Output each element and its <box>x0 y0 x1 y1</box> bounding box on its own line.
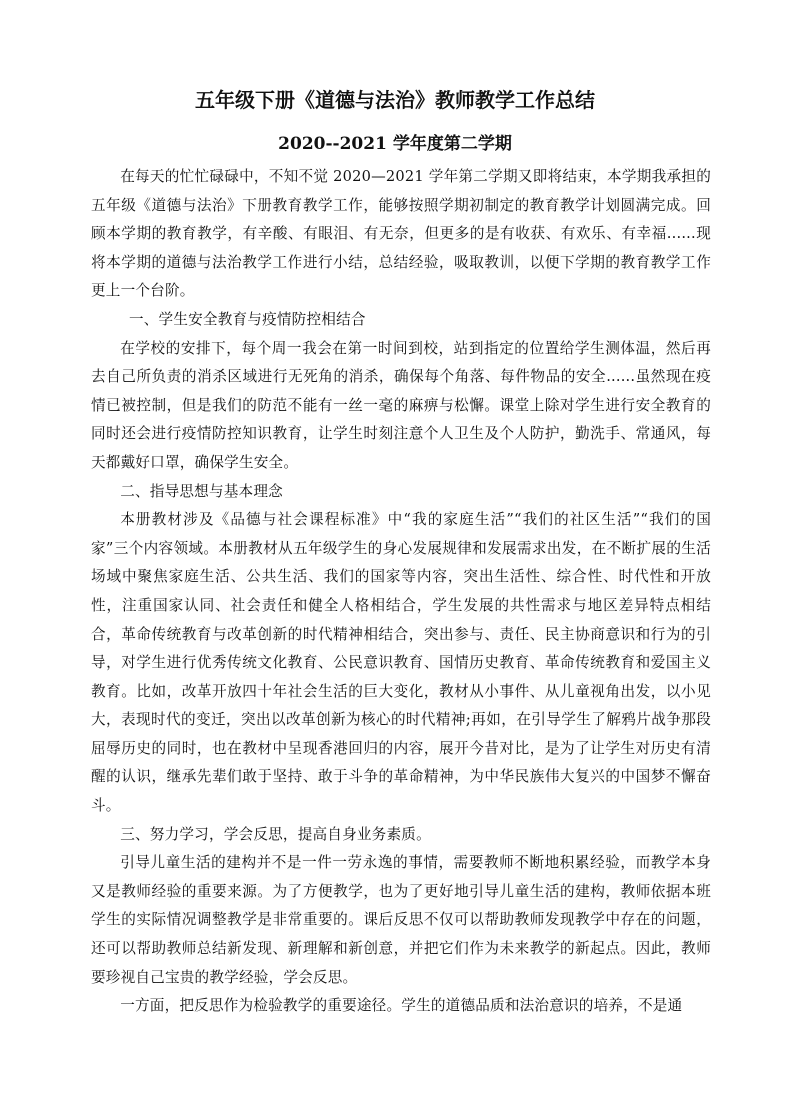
intro-paragraph: 在每天的忙忙碌碌中，不知不觉 2020—2021 学年第二学期又即将结束，本学期我承担的五年级《道德与法治》下册教育教学工作，能够按照学期初制定的教育教学计划圆满完成。回顾本学期的教育教学，有辛酸、有眼泪、有无奈，但更多的是有收获、有欢乐、有幸福......现将本学期的道德与法治教学工作进行小结，总结经验，吸取教训，以便下学期的教育教学工作更上一个台阶。 <box>91 168 711 300</box>
document-body <box>91 163 711 1021</box>
section-2-paragraph: 本册教材涉及《品德与社会课程标准》中“我的家庭生活”“我们的社区生活”“我们的国家”三个内容领域。本册教材从五年级学生的身心发展规律和发展需求出发，在不断扩展的生活场域中聚焦家庭生活、公共生活、我们的国家等内容，突出生活性、综合性、时代性和开放性，注重国家认同、社会责任和健全人格相结合，学生发展的共性需求与地区差异特点相结合，革命传统教育与改革创新的时代精神相结合，突出参与、责任、民主协商意识和行为的引导，对学生进行优秀传统文化教育、公民意识教育、国情历史教育、革命传统教育和爱国主义教育。比如，改革开放四十年社会生活的巨大变化，教材从小事件、从儿童视角出发，以小见大，表现时代的变迁，突出以改革创新为核心的时代精神;再如，在引导学生了解鸦片战争那段屈辱历史的同时，也在教材中呈现香港回归的内容，展开今昔对比，是为了让学生对历史有清醒的认识，继承先辈们敢于坚持、敢于斗争的革命精神，为中华民族伟大复兴的中国梦不懈奋斗。 <box>91 511 711 815</box>
document-title: 五年级下册《道德与法治》教师教学工作总结 <box>195 88 595 112</box>
section-3-paragraph-2: 一方面，把反思作为检验教学的重要途径。学生的道德品质和法治意识的培养，不是通 <box>120 997 683 1015</box>
document-subtitle: 2020--2021 学年度第二学期 <box>278 134 512 154</box>
section-3-paragraph: 引导儿童生活的建构并不是一件一劳永逸的事情，需要教师不断地积累经验，而教学本身又是教师经验的重要来源。为了方便教学，也为了更好地引导儿童生活的建构，教师依据本班学生的实际情况调整教学是非常重要的。课后反思不仅可以帮助教师发现教学中存在的问题，还可以帮助教师总结新发现、新理解和新创意，并把它们作为未来教学的新起点。因此，教师要珍视自己宝贵的教学经验，学会反思。 <box>91 854 711 986</box>
section-heading-1: 一、学生安全教育与疫情防控相结合 <box>128 310 366 328</box>
section-heading-2: 二、指导思想与基本理念 <box>120 482 283 500</box>
section-heading-3: 三、努力学习，学会反思，提高自身业务素质。 <box>120 825 431 843</box>
section-1-paragraph: 在学校的安排下，每个周一我会在第一时间到校，站到指定的位置给学生测体温，然后再去自己所负责的消杀区域进行无死角的消杀，确保每个角落、每件物品的安全......虽然现在疫情已被控制，但是我们的防范不能有一丝一毫的麻痹与松懈。课堂上除对学生进行安全教育的同时还会进行疫情防控知识教育，让学生时刻注意个人卫生及个人防护，勤洗手、常通风，每天都戴好口罩，确保学生安全。 <box>91 339 711 471</box>
